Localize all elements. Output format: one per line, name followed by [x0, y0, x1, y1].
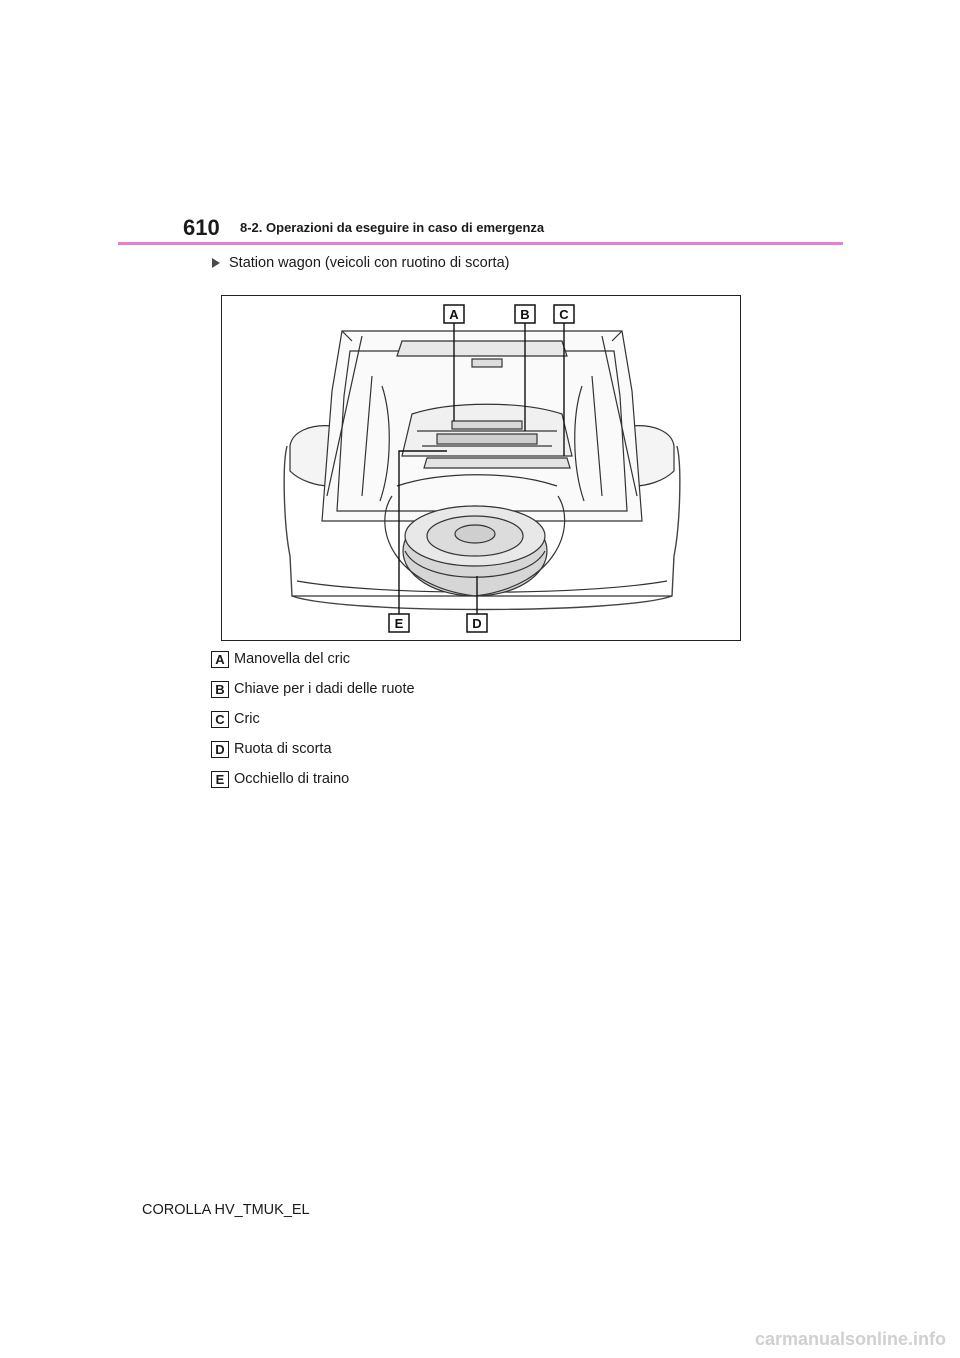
car-trunk-drawing: [222, 296, 741, 641]
legend-text: Occhiello di traino: [234, 771, 350, 787]
legend-item: [211, 704, 415, 734]
legend-text: Chiave per i dadi delle ruote: [234, 681, 415, 697]
legend-item: [211, 644, 415, 674]
callout-a-label: A: [449, 307, 459, 322]
header-divider: [118, 242, 843, 245]
legend-badge: B: [211, 681, 229, 698]
callout-b-label: B: [520, 307, 530, 322]
legend-text: Ruota di scorta: [234, 741, 332, 757]
legend-item: [211, 734, 415, 764]
section-title: 8-2. Operazioni da eseguire in caso di emergenza: [240, 220, 545, 235]
legend-badge: D: [211, 741, 229, 758]
legend-item: [211, 674, 415, 704]
trunk-illustration: [221, 295, 741, 641]
legend-badge: C: [211, 711, 229, 728]
callout-d-label: D: [472, 616, 482, 631]
legend-text: Cric: [234, 711, 260, 727]
legend: [211, 644, 415, 794]
bullet-triangle-icon: [212, 258, 220, 268]
page-number: 610: [183, 215, 220, 240]
callout-c-label: C: [559, 307, 569, 322]
legend-text: Manovella del cric: [234, 651, 351, 667]
legend-item: [211, 764, 415, 794]
subheading-text: Station wagon (veicoli con ruotino di scorta): [229, 255, 510, 271]
legend-badge: A: [211, 651, 229, 668]
legend-badge: E: [211, 771, 229, 788]
footer-model-code: COROLLA HV_TMUK_EL: [142, 1202, 310, 1218]
callout-e-label: E: [394, 616, 404, 631]
watermark: carmanualsonline.info: [754, 1329, 946, 1349]
subheading: [212, 255, 509, 271]
